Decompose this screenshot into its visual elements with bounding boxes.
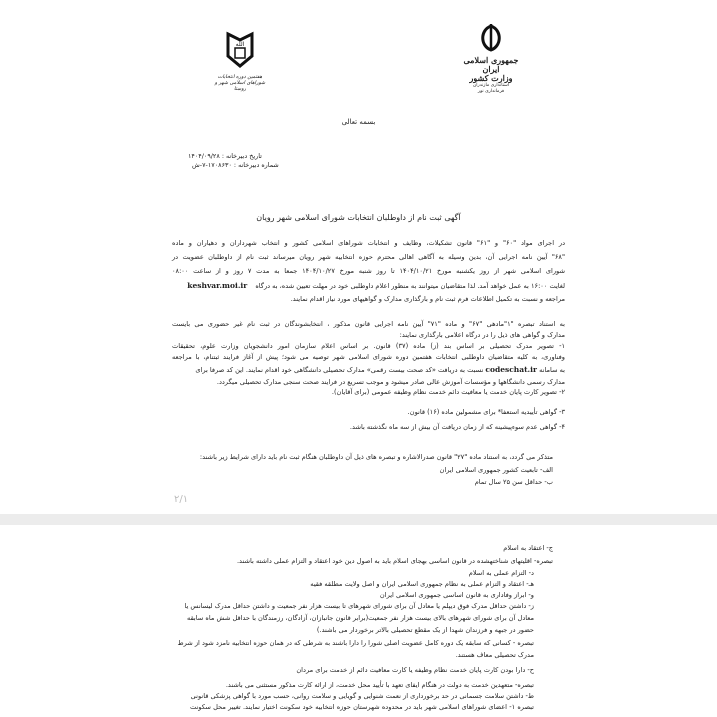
text-line: د- التزام عملی به اسلام: [468, 569, 534, 577]
text-line: ز- داشتن حداقل مدرک فوق دیپلم یا معادل آن برای شورای شهرهای تا بیست هزار نفر جمعیت و داشتن حداقل مدرک لیسانس یا: [184, 602, 534, 610]
text-line: تبصره - کسانی که سابقه یک دوره کامل عضویت اصلی شورا را دارا باشند به شرطی که در همان حوزه انتخابیه نامزد شود از شرط: [177, 639, 534, 647]
text-line: "۶۸" آیین نامه اجرایی آن، بدین وسیله به آگاهی اهالی محترم حوزه انتخابیه شهر رویان میرساند ثبت نام از داوطلبان عضویت در: [172, 253, 565, 261]
elections-logo: [210, 30, 270, 90]
text-line: تبصره- اقلیتهای شناختهشده در قانون اساسی بهجای اسلام باید به اصول دین خود اعتقاد و التزام عملی داشته باشند.: [236, 557, 553, 565]
logo-governorate: فرمانداری نور: [477, 89, 505, 94]
text-line: ب- حداقل سن ۲۵ سال تمام: [474, 478, 553, 486]
text-line: ۱- تصویر مدرک تحصیلی بر اساس بند (ز) ماده (۳۷) قانون. بر اساس اعلام سازمان امور دانشجویان وزارت علوم، تحقیقات: [172, 342, 566, 350]
page-number: ۲/۱: [174, 494, 189, 505]
keshvar-portal-link[interactable]: keshvar.moi.ir: [187, 281, 248, 290]
logo-caption: [210, 74, 270, 92]
text-line: تبصره- متعهدین خدمت به دولت در هنگام ایفای تعهد با تأیید محل خدمت، از ارائه کارت مذکور مستثنی می باشند.: [225, 681, 534, 689]
text-line: مدارک و گواهی های ذیل را در درگاه اعلامی بارگذاری نمایند:: [399, 331, 565, 339]
logo-caption-line: شوراهای اسلامی شهر و روستا: [214, 80, 266, 92]
text-line: ۲- تصویر کارت پایان خدمت یا معافیت دائم خدمت نظام وظیفه عمومی (برای آقایان).: [331, 388, 565, 396]
text-line: مراجعه و نسبت به تکمیل اطلاعات فرم ثبت نام و بارگذاری مدارک و گواهیهای مورد نیاز اقدام نمایند.: [290, 295, 565, 303]
text-line: متذکر می گردد، به استناد ماده "۲۷" قانون صدرالاشاره و تبصره های ذیل آن داوطلبان هنگام ثبت نام باید دارای شرایط زیر باشند:: [199, 453, 553, 461]
basmala: بسمه تعالی: [341, 118, 376, 126]
text-line: به استناد تبصره "۱"مادهی "۶۷" و ماده "۷۱" آیین نامه اجرایی قانون مذکور ، انتخابشوندگان در ثبت نام غیر حضوری می بایست: [172, 320, 565, 328]
text-line: ح- دارا بودن کارت پایان خدمت نظام وظیفه یا کارت معافیت دائم از خدمت برای مردان: [296, 666, 534, 674]
text-line: تبصره ۱- اعضای شوراهای اسلامی شهر باید در محدوده شهرستان حوزه انتخابیه خود سکونت اختیار نمایند. تغییر محل سکونت: [190, 703, 534, 711]
text-line: ط- داشتن سلامت جسمانی در حد برخورداری از نعمت شنوایی و گویایی و سلامت روانی، حسب مورد با گواهی پزشکی قانونی: [190, 692, 534, 700]
text-line: ۴- گواهی عدم سوءپیشینه که از زمان دریافت آن بیش از سه ماه نگذشته باشد.: [349, 423, 565, 431]
logo-caption-line: هفتمین دوره انتخابات: [217, 74, 263, 80]
text-line: وفناوری، به کلیه متقاضیان داوطلبی انتخابات هفتمین دوره شورای اسلامی شهر توصیه می شود؛ پیش از آغاز فرایند ثبتنام، با مراجعه: [172, 353, 565, 361]
iran-emblem-icon: [456, 22, 526, 52]
text-line: هـ- اعتقاد و التزام عملی به نظام جمهوری اسلامی ایران و اصل ولایت مطلقه فقیه: [310, 580, 534, 588]
ballot-box-icon: [210, 30, 270, 70]
text-line: مدرک تحصیلی معاف هستند.: [455, 651, 534, 659]
codeschat-link[interactable]: codeschat.ir: [485, 365, 537, 374]
logo-ministry-name: وزارت کشور: [469, 73, 513, 83]
text-line: نسبت به دریافت «کد صحت بیست رقمی» مدارک تحصیلی دانشگاهی خود اقدام نمایند. این کد صرفا برای: [195, 366, 484, 374]
logo-country-name: جمهوری اسلامی ایران: [463, 55, 519, 74]
logo-province: استانداری مازندران: [472, 83, 510, 88]
date-line: تاریخ دبیرخانه : ۱۴۰۴/۰۹/۲۸: [188, 152, 262, 160]
text-line: حضور در جبهه و فرزندان شهدا از یک مقطع تحصیلی بالاتر برخوردار می باشند.): [316, 626, 534, 634]
text-line: به سامانه: [539, 366, 565, 374]
text-line: معادل آن برای شورای شهرهای بالای بیست هزار نفر جمعیت(برابر قانون جانبازان، آزادگان، رزمندگان با حداقل شش ماه سابقه: [187, 614, 534, 622]
text-line: مدارک رسمی دانشگاهها و مؤسسات آموزش عالی صادر میشود و موجب تسریع در فرایند صحت سنجی مدارک تحصیلی میگردد.: [216, 378, 565, 386]
text-line: ۳- گواهی تأییدیه استعفا* برای مشمولین ماده (۱۶) قانون.: [407, 408, 565, 416]
text-line: الف- تابعیت کشور جمهوری اسلامی ایران: [439, 466, 553, 474]
text-line: شورای اسلامی شهر از روز یکشنبه مورخ ۱۴۰۴/۱۰/۲۱ تا روز شنبه مورخ ۱۴۰۴/۱۰/۲۷ جمعا به مدت ۷ روز و از ساعت ۰۸:۰۰: [172, 267, 565, 275]
announcement-title: آگهی ثبت نام از داوطلبان انتخابات شورای اسلامی شهر رویان: [256, 213, 461, 222]
ministry-logo: [456, 22, 526, 95]
page-separator: [0, 514, 717, 525]
number-line: شماره دبیرخانه : ۱۷۰۸۶۳۰-۷-ش: [192, 161, 279, 169]
text-line: در اجرای مواد "۶۰" و "۶۱" قانون تشکیلات، وظایف و انتخابات شوراهای اسلامی کشور و انتخاب شهرداران و دهیاران و ماده: [172, 239, 566, 247]
svg-text:الله: الله: [235, 41, 245, 48]
text-line: و- ابراز وفاداری به قانون اساسی جمهوری اسلامی ایران: [379, 591, 534, 599]
text-line: لغایت ۱۶:۰۰ به عمل خواهد آمد. لذا متقاضیان میتوانند به منظور اعلام داوطلبی خود در مهلت تعیین شده، به درگاه: [255, 282, 565, 290]
text-line: ج- اعتقاد به اسلام: [503, 544, 553, 552]
